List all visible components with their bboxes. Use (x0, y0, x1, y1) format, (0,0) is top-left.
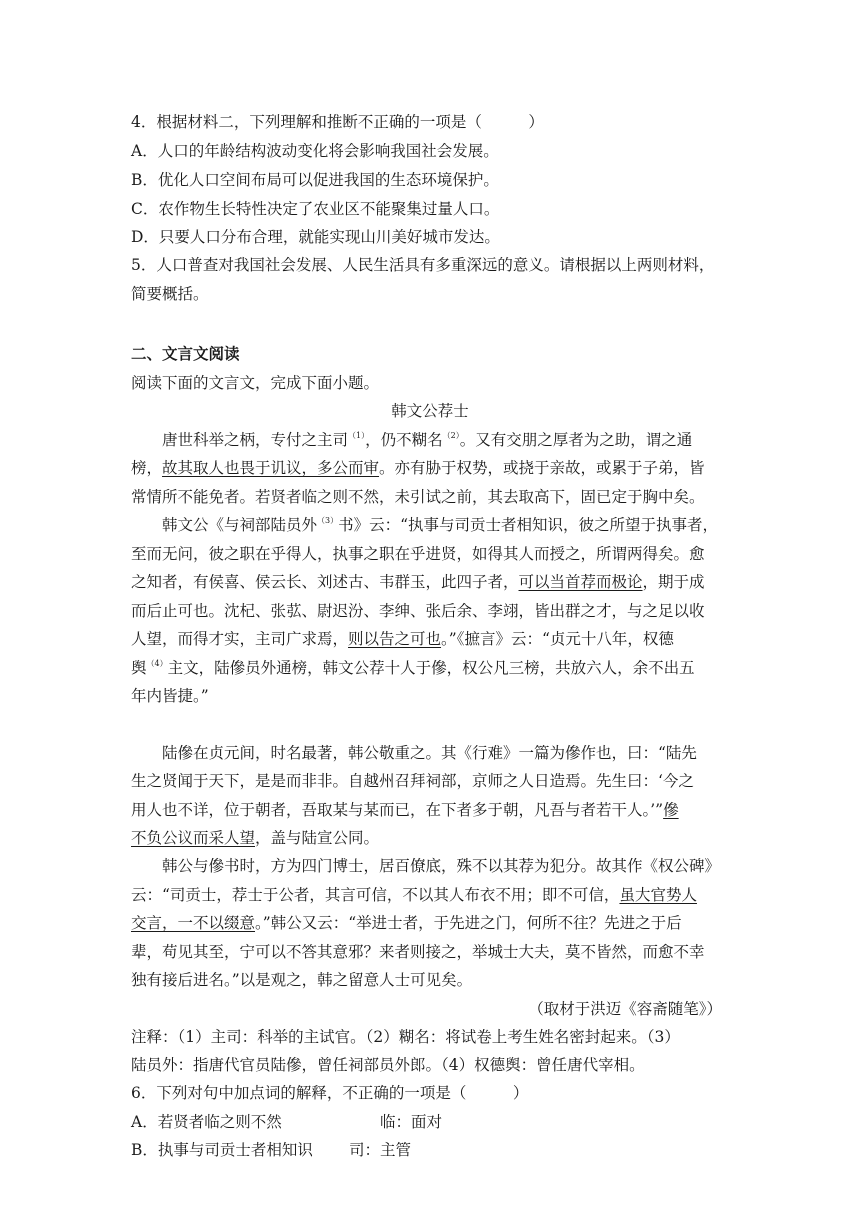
notes-line-1: 注释：（1）主司：科举的主试官。（2）糊名：将试卷上考生姓名密封起来。（3） (131, 1028, 680, 1046)
question-6-option-b (131, 1140, 412, 1160)
underlined-sentence-4-end: 不负公议而采人望 (131, 829, 256, 847)
underlined-sentence-3: 则以告之可也 (348, 630, 442, 648)
passage-p4-line-2: 云：“司贡士，荐士于公者，其言可信，不以其人布衣不用；即不可信，虽大官势人 (131, 886, 697, 904)
passage-p2-line-5: 人望，而得才实，主司广求焉，则以告之可也。”《摭言》云：“贞元十八年，权德 (131, 630, 674, 648)
option-b-gloss: 司：主管 (349, 1141, 412, 1159)
footnote-marker-3: （3） (317, 516, 339, 525)
option-b-sentence: B．执事与司贡士者相知识 (131, 1141, 313, 1159)
passage-p2-line-2: 至而无问，彼之职在乎得人，执事之职在乎进贤，如得其人而授之，所谓两得矣。愈 (131, 545, 705, 563)
passage-title: 韩文公荐士 (391, 402, 469, 420)
passage-p4-line-4: 辈，苟见其至，宁可以不答其意邪？来者则接之，举城士大夫，莫不皆然，而愈不幸 (131, 943, 705, 961)
passage-p4-line-3: 交言，一不以缀意。”韩公又云：“举进士者，于先进之门，何所不往？先进之于后 (131, 914, 682, 932)
passage-p4-line-5: 独有接后进名。”以是观之，韩之留意人士可见矣。 (131, 971, 473, 989)
underlined-sentence-5-end: 交言，一不以缀意 (131, 914, 256, 932)
passage-p2-line-4: 而后止可也。沈杞、张苰、尉迟汾、李绅、张后余、李翊，皆出群之才，与之足以收 (131, 602, 705, 620)
option-a-sentence: A．若贤者临之则不然 (131, 1113, 282, 1131)
underlined-sentence-2: 可以当首荐而极论 (518, 573, 643, 591)
passage-p2-line-1: 韩文公《与祠部陆员外$^{(3)}$书》云：“执事与司贡士者相知识，彼之所望于执事者， (162, 516, 719, 534)
question-6-stem: 6．下列对句中加点词的解释，不正确的一项是（ ） (131, 1084, 529, 1102)
passage-p1-line-2: 榜，故其取人也畏于讥议，多公而审。亦有胁于权势，或挠于亲故，或累于子弟，皆 (131, 459, 705, 477)
passage-p4-line-1: 韩公与傪书时，方为四门博士，居百僚底，殊不以其荐为犯分。故其作《权公碑》 (162, 857, 721, 875)
passage-p1-line-1: 唐世科举之柄，专付之主司$^{(1)}$，仍不糊名$^{(2)}$。又有交朋之厚者为之助，谓之通 (162, 431, 693, 449)
underlined-sentence-4-start: 傪 (663, 801, 679, 819)
question-4-option-b: B．优化人口空间布局可以促进我国的生态环境保护。 (131, 171, 499, 189)
passage-p3-line-1: 陆傪在贞元间，时名最著，韩公敬重之。其《行难》一篇为傪作也，曰：“陆先 (162, 744, 697, 762)
notes-line-2: 陆员外：指唐代官员陆傪，曾任祠部员外郎。（4）权德舆：曾任唐代宰相。 (131, 1056, 645, 1074)
passage-p2-line-3: 之知者，有侯喜、侯云长、刘述古、韦群玉，此四子者，可以当首荐而极论，期于成 (131, 573, 705, 591)
passage-p1-line-3: 常情所不能免者。若贤者临之则不然，未引试之前，其去取高下，固已定于胸中矣。 (131, 488, 705, 506)
question-6-option-a (131, 1112, 443, 1132)
footnote-marker-4: （4） (146, 659, 168, 668)
question-5-line-2: 简要概括。 (131, 285, 209, 303)
footnote-marker-1: （1） (348, 431, 366, 440)
passage-source: （取材于洪迈《容斋随笔》） (528, 1000, 722, 1018)
question-4-option-d: D．只要人口分布合理，就能实现山川美好城市发达。 (131, 228, 500, 246)
passage-p3-line-4: 不负公议而采人望，盖与陆宣公同。 (131, 829, 380, 847)
passage-p3-line-3: 用人也不详，位于朝者，吾取某与某而已，在下者多于朝，凡吾与者若干人。’”傪 (131, 801, 679, 819)
passage-p2-line-7: 年内皆捷。” (131, 687, 209, 705)
section-heading: 二、文言文阅读 (131, 345, 240, 363)
question-4-stem: 4．根据材料二，下列理解和推断不正确的一项是（ ） (131, 113, 544, 131)
footnote-marker-2: （2） (442, 431, 460, 440)
underlined-sentence-5-start: 虽大官势人 (619, 886, 697, 904)
question-4-option-c: C．农作物生长特性决定了农业区不能聚集过量人口。 (131, 200, 500, 218)
option-a-gloss: 临：面对 (380, 1113, 443, 1131)
section-instruction: 阅读下面的文言文，完成下面小题。 (131, 374, 380, 392)
passage-p3-line-2: 生之贤闻于天下，是是而非非。自越州召拜祠部，京师之人日造焉。先生曰：‘今之 (131, 772, 694, 790)
passage-p2-line-6: 舆$^{(4)}$主文，陆傪员外通榜，韩文公荐十人于傪，权公凡三榜，共放六人，余不出五 (131, 659, 695, 677)
question-5-line-1: 5．人口普查对我国社会发展、人民生活具有多重深远的意义。请根据以上两则材料， (131, 256, 715, 274)
question-4-option-a: A．人口的年龄结构波动变化将会影响我国社会发展。 (131, 142, 499, 160)
underlined-sentence-1: 故其取人也畏于讥议，多公而审 (162, 459, 380, 477)
